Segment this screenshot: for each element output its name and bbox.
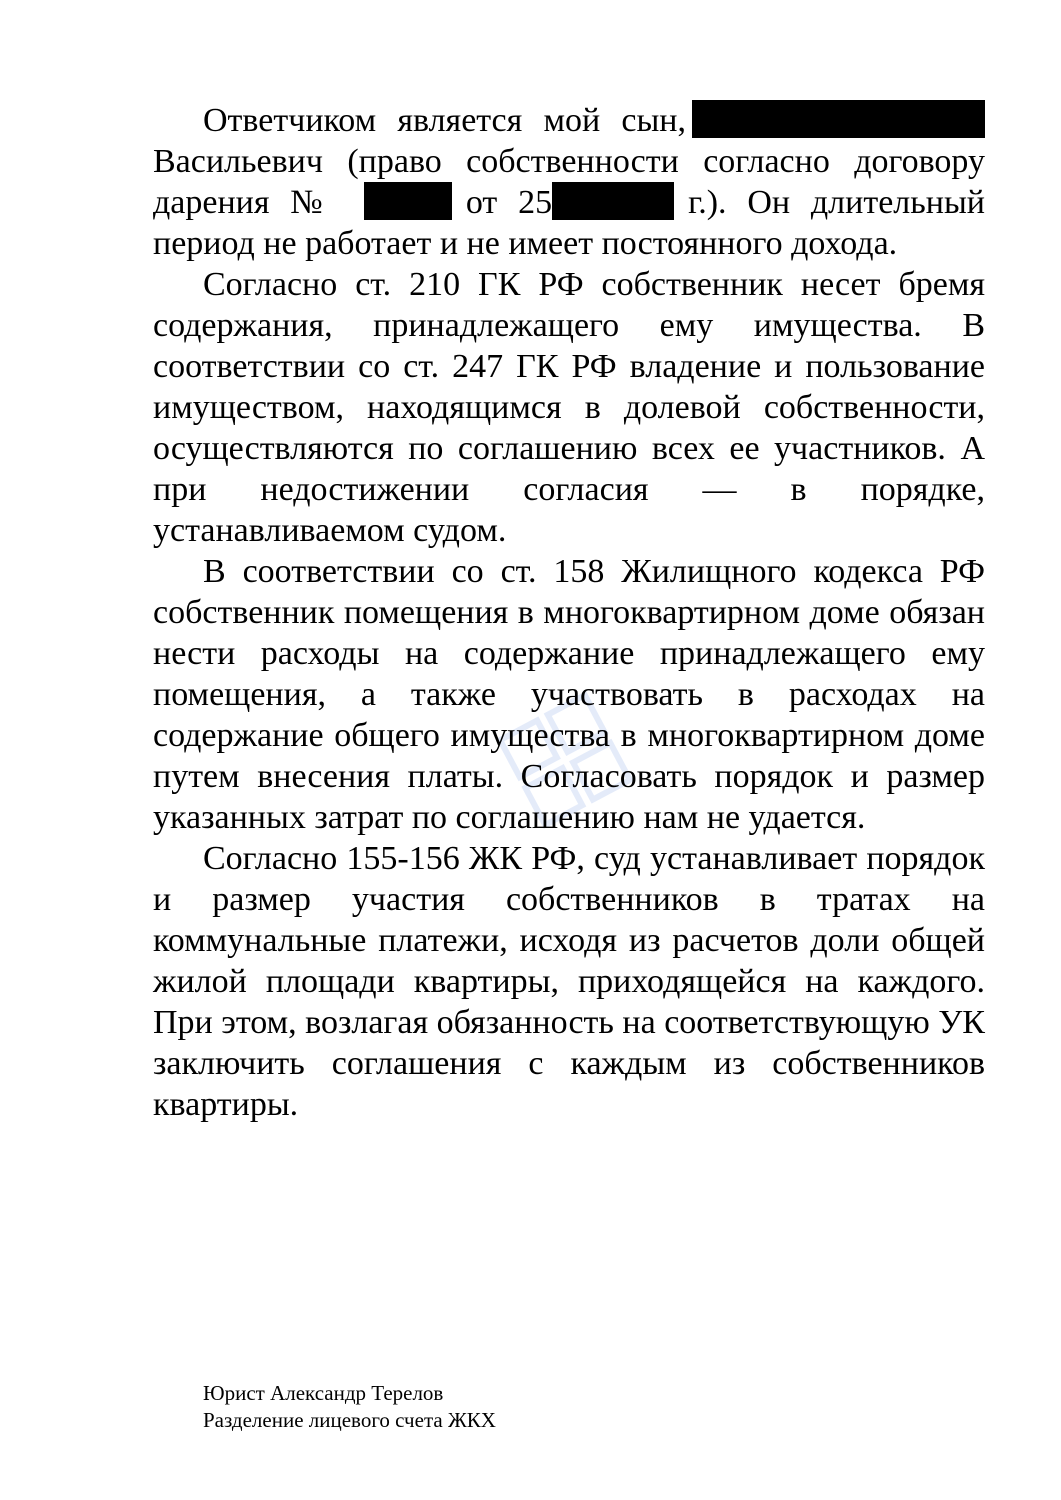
paragraph-text: г.). Он длительный период не работает и не имеет постоянного дохода. xyxy=(153,184,985,262)
footer-topic: Разделение лицевого счета ЖКХ xyxy=(203,1408,496,1432)
paragraph-text: Ответчиком является мой сын, xyxy=(203,102,686,139)
redaction-block xyxy=(552,182,674,220)
footer xyxy=(203,1380,496,1434)
paragraph-text: от 25 xyxy=(465,184,553,221)
redaction-block xyxy=(364,182,452,220)
paragraph-article-210: Согласно ст. 210 ГК РФ собственник несет бремя содержания, принадлежащего ему имущества. В соответствии со ст. 247 ГК РФ владение и пользование имуществом, находящимся в долевой собственности, осуществляются по соглашению всех ее участников. А при недостижении согласия — в порядке, устанавливаемом судом. xyxy=(153,266,985,549)
footer-author: Юрист Александр Терелов xyxy=(203,1381,444,1405)
document-body xyxy=(153,100,985,1125)
redaction-block xyxy=(692,100,985,138)
paragraph-article-158: В соответствии со ст. 158 Жилищного кодекса РФ собственник помещения в многоквартирном доме обязан нести расходы на содержание принадлежащего ему помещения, а также участвовать в расходах на содержание общего имущества в многоквартирном доме путем внесения платы. Согласовать порядок и размер указанных затрат по соглашению нам не удается. xyxy=(153,553,985,836)
paragraph-article-155: Согласно 155-156 ЖК РФ, суд устанавливает порядок и размер участия собственников в тратах на коммунальные платежи, исходя из расчетов доли общей жилой площади квартиры, приходящейся на каждого. При этом, возлагая обязанность на соответствующую УК заключить соглашения с каждым из собственников квартиры. xyxy=(153,840,985,1123)
paragraph-text: Васильевич (право собственности согласно договору дарения № xyxy=(153,143,985,221)
paragraph-defendant xyxy=(153,100,985,264)
